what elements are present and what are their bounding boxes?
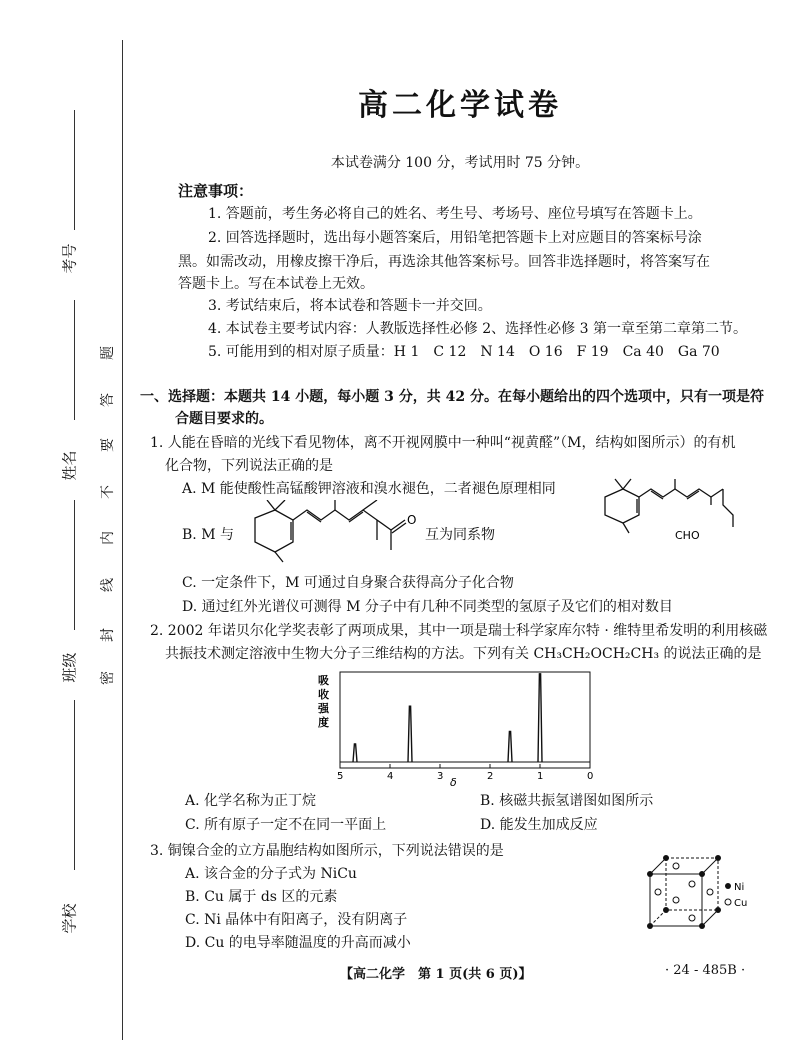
footer-page-info: 【高二化学 第 1 页(共 6 页)】 bbox=[340, 967, 532, 982]
q1-option-c: C. 一定条件下，M 可通过自身聚合获得高分子化合物 bbox=[182, 575, 514, 591]
q3-option-c: C. Ni 晶体中有阳离子，没有阴离子 bbox=[185, 912, 408, 928]
q2-option-d: D. 能发生加成反应 bbox=[480, 817, 598, 833]
cu-legend-marker bbox=[725, 899, 731, 905]
x-tick-label: 5 bbox=[337, 771, 344, 782]
page-title: 高二化学试卷 bbox=[358, 88, 562, 123]
seal-char: 封 bbox=[100, 628, 116, 642]
q2-option-a: A. 化学名称为正丁烷 bbox=[185, 793, 317, 809]
seal-char: 不 bbox=[100, 485, 116, 499]
binding-margin bbox=[0, 0, 125, 1045]
q1-option-b-post: 互为同系物 bbox=[425, 527, 495, 543]
ni-legend-label: Ni bbox=[734, 882, 745, 893]
nmr-spectrum-chart bbox=[310, 670, 600, 790]
spectrum-peak bbox=[408, 706, 412, 762]
class-label: 班级 bbox=[60, 652, 79, 683]
notice-item: 3. 考试结束后，将本试卷和答题卡一并交回。 bbox=[208, 298, 492, 314]
exam-no-line-2 bbox=[74, 300, 75, 420]
y-label-char: 强 bbox=[318, 702, 329, 715]
q2-option-b: B. 核磁共振氢谱图如图所示 bbox=[480, 793, 654, 809]
x-tick-label: 2 bbox=[487, 771, 494, 782]
q1-option-b-pre: B. M 与 bbox=[182, 527, 234, 543]
name-label: 姓名 bbox=[60, 450, 79, 481]
spectrum-peak bbox=[353, 744, 357, 762]
crystal-cell-diagram bbox=[640, 852, 760, 942]
q3-option-a: A. 该合金的分子式为 NiCu bbox=[185, 866, 357, 882]
notice-item: 黑。如需改动，用橡皮擦干净后，再选涂其他答案标号。回答非选择题时，将答案写在 bbox=[178, 254, 710, 270]
y-axis-label bbox=[317, 673, 330, 729]
seal-char: 密 bbox=[100, 671, 116, 685]
spectrum-peak bbox=[538, 674, 542, 762]
seal-char: 要 bbox=[100, 438, 116, 452]
seal-char: 线 bbox=[100, 578, 116, 592]
cu-legend-label: Cu bbox=[734, 898, 748, 909]
exam-intro: 本试卷满分 100 分，考试用时 75 分钟。 bbox=[330, 155, 590, 171]
section-heading-cont: 合题目要求的。 bbox=[175, 411, 273, 427]
q2-stem-cont: 共振技术测定溶液中生物大分子三维结构的方法。下列有关 CH₃CH₂OCH₂CH₃ 的说法正确的是 bbox=[165, 646, 762, 662]
notice-item: 4. 本试卷主要考试内容：人教版选择性必修 2、选择性必修 3 第一章至第二章第二节。 bbox=[208, 321, 747, 337]
section-heading: 一、选择题：本题共 14 小题，每小题 3 分，共 42 分。在每小题给出的四个选项中，只有一项是符 bbox=[140, 389, 764, 405]
x-tick-label: 0 bbox=[587, 771, 594, 782]
q1-stem-cont: 化合物，下列说法正确的是 bbox=[165, 458, 333, 474]
q3-option-b: B. Cu 属于 ds 区的元素 bbox=[185, 889, 338, 905]
q3-stem: 3. 铜镍合金的立方晶胞结构如图所示，下列说法错误的是 bbox=[150, 843, 504, 859]
q3-option-d: D. Cu 的电导率随温度的升高而减小 bbox=[185, 935, 411, 951]
y-label-char: 度 bbox=[318, 716, 329, 729]
q2-stem: 2. 2002 年诺贝尔化学奖表彰了两项成果，其中一项是瑞士科学家库尔特 · 维特里希发明的利用核磁 bbox=[150, 623, 768, 639]
spectrum-peak bbox=[508, 731, 512, 762]
ni-legend-marker bbox=[725, 883, 731, 889]
retinal-structure-diagram bbox=[595, 475, 745, 545]
x-tick-label: 4 bbox=[387, 771, 394, 782]
y-label-char: 吸 bbox=[318, 674, 329, 687]
footer-code: · 24 - 485B · bbox=[665, 963, 746, 978]
x-tick-label: 3 bbox=[437, 771, 444, 782]
q1-option-a: A. M 能使酸性高锰酸钾溶液和溴水褪色，二者褪色原理相同 bbox=[182, 481, 556, 497]
y-label-char: 收 bbox=[318, 688, 329, 701]
seal-char: 题 bbox=[100, 346, 116, 360]
x-tick-label: 1 bbox=[537, 771, 544, 782]
chart-frame bbox=[340, 672, 590, 768]
school-label: 学校 bbox=[60, 903, 79, 934]
seal-char: 答 bbox=[100, 393, 116, 407]
notice-heading: 注意事项： bbox=[178, 182, 254, 200]
ketone-o-label: O bbox=[407, 513, 417, 527]
class-line bbox=[74, 700, 75, 870]
x-axis-label: δ bbox=[450, 776, 457, 789]
exam-no-line bbox=[74, 110, 75, 230]
q1-stem: 1. 人能在昏暗的光线下看见物体，离不开视网膜中一种叫“视黄醛”（M，结构如图所示）的有机 bbox=[150, 435, 736, 451]
cho-label: CHO bbox=[675, 529, 700, 542]
exam-page bbox=[140, 0, 780, 1045]
notice-item: 5. 可能用到的相对原子质量：H 1 C 12 N 14 O 16 F 19 Ca 40 Ga 70 bbox=[208, 344, 720, 360]
seal-char: 内 bbox=[100, 531, 116, 545]
binding-divider bbox=[122, 40, 123, 1040]
q2-option-c: C. 所有原子一定不在同一平面上 bbox=[185, 817, 387, 833]
q1-option-d: D. 通过红外光谱仪可测得 M 分子中有几种不同类型的氢原子及它们的相对数目 bbox=[182, 599, 673, 615]
notice-item: 答题卡上。写在本试卷上无效。 bbox=[178, 276, 374, 292]
exam-no-label: 考号 bbox=[60, 243, 79, 274]
notice-item: 2. 回答选择题时，选出每小题答案后，用铅笔把答题卡上对应题目的答案标号涂 bbox=[208, 230, 702, 246]
notice-item: 1. 答题前，考生务必将自己的姓名、考生号、考场号、座位号填写在答题卡上。 bbox=[208, 206, 702, 222]
ketone-structure-diagram bbox=[235, 500, 425, 568]
name-line bbox=[74, 500, 75, 630]
